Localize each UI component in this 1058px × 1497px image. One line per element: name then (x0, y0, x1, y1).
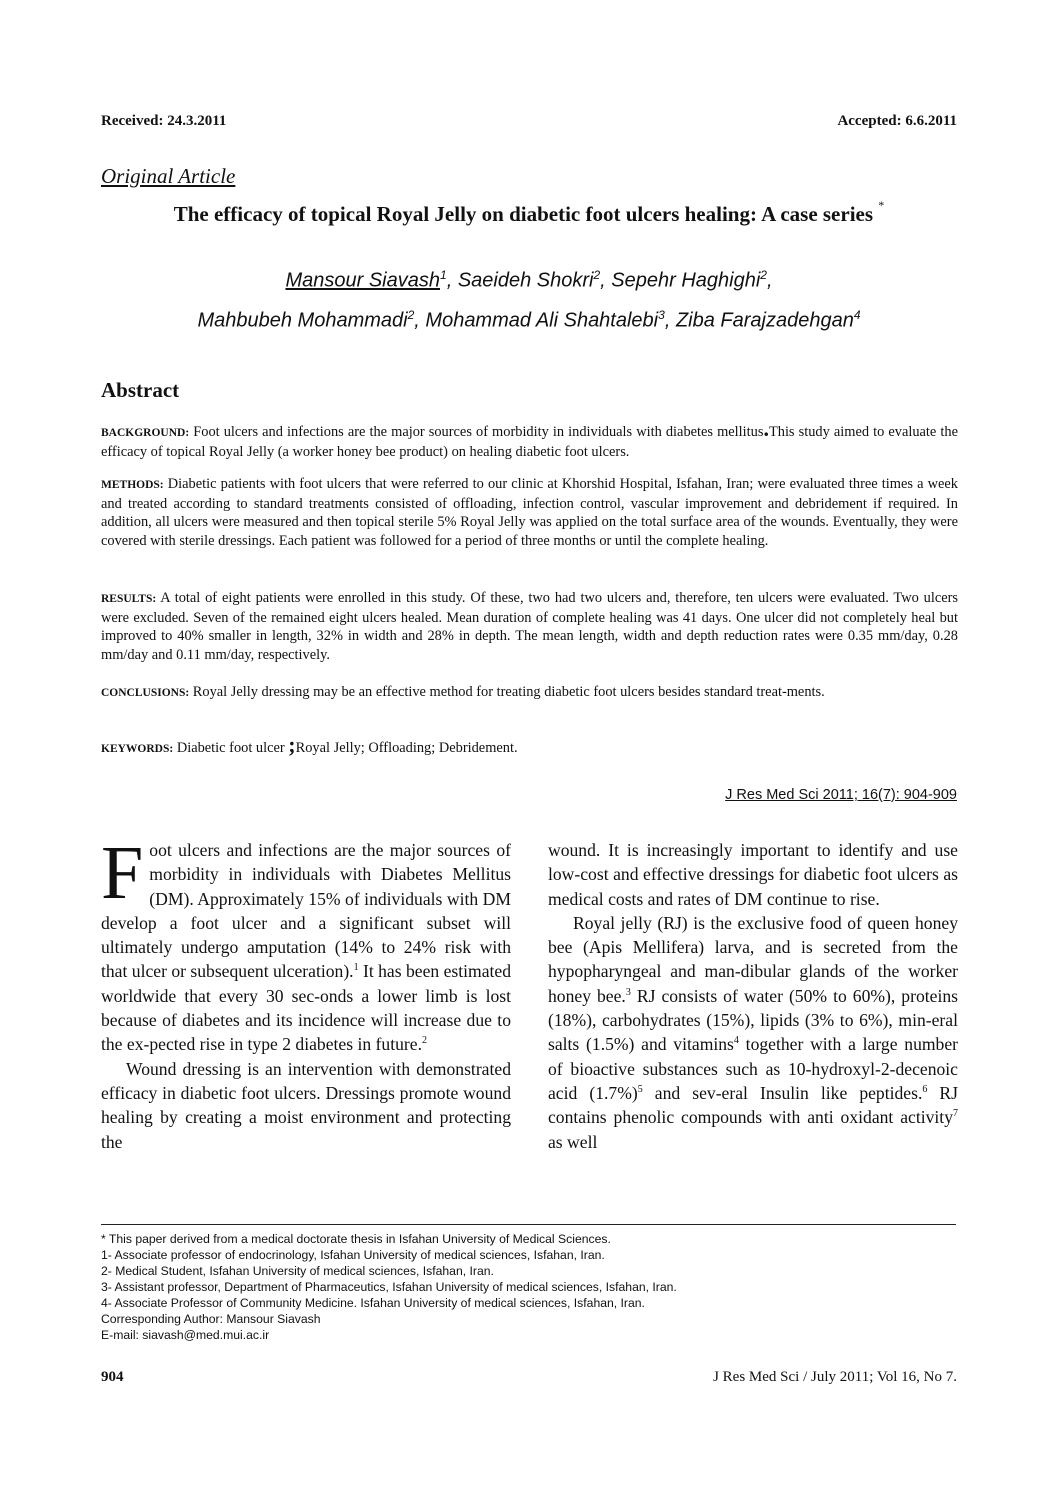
author-name: Sepehr Haghighi (611, 269, 761, 292)
footnote-line: 4- Associate Professor of Community Medicine. Isfahan University of medical sciences, Isfahan, Iran. (101, 1296, 645, 1310)
body-text: as well (548, 1131, 598, 1152)
author-affiliation: 2 (760, 268, 767, 282)
keyword-text: Diabetic foot ulcer (176, 740, 289, 756)
reference-mark: 6 (922, 1084, 928, 1096)
section-punct: . (763, 416, 769, 441)
reference-mark: 5 (637, 1084, 643, 1096)
abstract-methods (101, 475, 958, 550)
body-text: It has been estimated worldwide that every 30 sec-onds a lower limb is lost because of diabetes and its incidence will increase due to the ex-pected rise in type 2 diabetes in future. (101, 961, 512, 1055)
body-column-left (101, 831, 512, 1154)
body-paragraph (101, 831, 512, 1057)
section-label: BACKGROUND: (101, 427, 190, 439)
abstract-keywords (101, 732, 958, 759)
footnote-line: E-mail: siavash@med.mui.ac.ir (101, 1328, 270, 1342)
author-affiliation: 3 (658, 308, 665, 322)
section-label: KEYWORDS: (101, 743, 174, 755)
body-paragraph: wound. It is increasingly important to identify and use low-cost and effective dressings for diabetic foot ulcers as medical costs and rates of DM continue to rise. (548, 840, 958, 909)
footnotes (101, 1231, 677, 1343)
reference-mark: 3 (625, 986, 631, 998)
footnote-line: 1- Associate professor of endocrinology, Isfahan University of medical sciences, Isfahan, Iran. (101, 1248, 605, 1262)
section-text: Royal Jelly dressing may be an effective method for treating diabetic foot ulcers besides standard treat-ments. (192, 684, 825, 700)
journal-citation: J Res Med Sci 2011; 16(7): 904-909 (725, 787, 957, 803)
author-name: Mohammad Ali Shahtalebi (425, 309, 659, 332)
author-affiliation: 4 (853, 308, 861, 322)
abstract-background (101, 416, 958, 461)
body-text: RJ contains phenolic compounds with anti oxidant activity (548, 1082, 959, 1128)
body-paragraph: Wound dressing is an intervention with demonstrated efficacy in diabetic foot ulcers. Dressings promote wound healing by creating a moist environment and protecting the (101, 1058, 511, 1152)
footnote-divider (101, 1224, 956, 1225)
author-affiliation: 2 (407, 308, 415, 322)
section-label: METHODS: (101, 479, 164, 491)
body-paragraph (548, 911, 958, 1154)
section-text: Foot ulcers and infections are the major sources of morbidity in individuals with diabetes mellitus (193, 424, 764, 440)
body-text: Royal jelly (RJ) is the exclusive food of queen honey bee (Apis Mellifera) larva, and is secreted from the hypopharyngeal and man-dibular glands of the worker honey bee. (548, 912, 958, 1006)
accepted-date: Accepted: 6.6.2011 (837, 113, 957, 129)
author-affiliation: 1 (440, 268, 447, 282)
body-text: oot ulcers and infections are the major sources of morbidity in individuals with Diabetes Mellitus (DM). Approximately 15% of individuals with DM develop a foot ulcer and a significant subset will ultimately undergo amputation (14% to 24% risk with that ulcer or subsequent ulceration). (101, 840, 511, 982)
section-label: CONCLUSIONS: (101, 687, 190, 699)
journal-footer: J Res Med Sci / July 2011; Vol 16, No 7. (713, 1369, 957, 1385)
paper-title-text: The efficacy of topical Royal Jelly on diabetic foot ulcers healing: A case series (173, 202, 874, 226)
article-type: Original Article (101, 164, 236, 188)
received-date: Received: 24.3.2011 (101, 113, 227, 129)
abstract-heading: Abstract (101, 378, 180, 402)
keyword-separator: ; (288, 732, 296, 757)
page-number: 904 (101, 1369, 124, 1385)
section-text: This study aimed to evaluate the efficacy of topical Royal Jelly (a worker honey bee product) on healing diabetic foot ulcers. (101, 424, 958, 460)
author-line-2: Mahbubeh Mohammadi$^2$, Mohammad Ali Shahtalebi$^3$, Ziba Farajzadehgan$^4$ (197, 308, 861, 332)
drop-cap: F (101, 831, 144, 915)
author-affiliation: 2 (593, 268, 601, 282)
author-name: Mansour Siavash (285, 269, 440, 292)
section-text: Diabetic patients with foot ulcers that were referred to our clinic at Khorshid Hospital, Isfahan, Iran; were evaluated three times a week and treated according to standard treatments consisted of offloading, infection control, vascular improvement and debridement if required. In addition, all ulcers were measured and then topical sterile 5% Royal Jelly was applied on the total surface area of the wounds. Eventually, they were covered with sterile dressings. Each patient was followed for a period of three months or until the complete healing. (101, 476, 958, 549)
keyword-text: Royal Jelly; Offloading; Debridement. (295, 740, 518, 756)
title-footnote-mark: * (878, 198, 885, 212)
footnote-line: 2- Medical Student, Isfahan University of medical sciences, Isfahan, Iran. (101, 1264, 494, 1278)
footnote-line: 3- Assistant professor, Department of Pharmaceutics, Isfahan University of medical sciences, Isfahan, Iran. (101, 1280, 677, 1294)
author-name: Ziba Farajzadehgan (675, 309, 854, 332)
reference-mark: 2 (421, 1035, 427, 1047)
reference-mark: 7 (953, 1108, 958, 1120)
body-text: RJ consists of water (50% to 60%), proteins (18%), carbohydrates (15%), lipids (3% to 6%), min-eral salts (1.5%) and vitamins (548, 985, 958, 1055)
abstract-results (101, 589, 958, 664)
reference-mark: 1 (353, 962, 359, 974)
paper-title (0, 198, 1058, 227)
body-text: together with a large number of bioactive substances such as 10-hydroxyl-2-decenoic acid (1.7%) (548, 1034, 959, 1103)
body-column-right (548, 838, 958, 1154)
body-text: and sev-eral Insulin like peptides. (642, 1082, 923, 1103)
footnote-line: * This paper derived from a medical doctorate thesis in Isfahan University of Medical Sciences. (101, 1232, 611, 1246)
section-label: RESULTS: (101, 593, 157, 605)
author-name: Saeideh Shokri (457, 269, 594, 292)
abstract-conclusions (101, 683, 958, 703)
reference-mark: 4 (733, 1035, 739, 1047)
author-line-1: Mansour Siavash$^1$, Saeideh Shokri$^2$, Sepehr Haghighi$^2$, (285, 268, 773, 292)
section-text: A total of eight patients were enrolled in this study. Of these, two had two ulcers and, therefore, ten ulcers were evaluated. Two ulcers were excluded. Seven of the remained eight ulcers healed. Mean duration of complete healing was 41 days. One ulcer did not completely heal but improved to 40% smaller in length, 32% in width and 28% in depth. The mean length, width and depth reduction rates were 0.35 mm/day, 0.28 mm/day and 0.11 mm/day, respectively. (101, 590, 959, 663)
author-name: Mahbubeh Mohammadi (197, 309, 408, 332)
footnote-line: Corresponding Author: Mansour Siavash (101, 1312, 321, 1326)
